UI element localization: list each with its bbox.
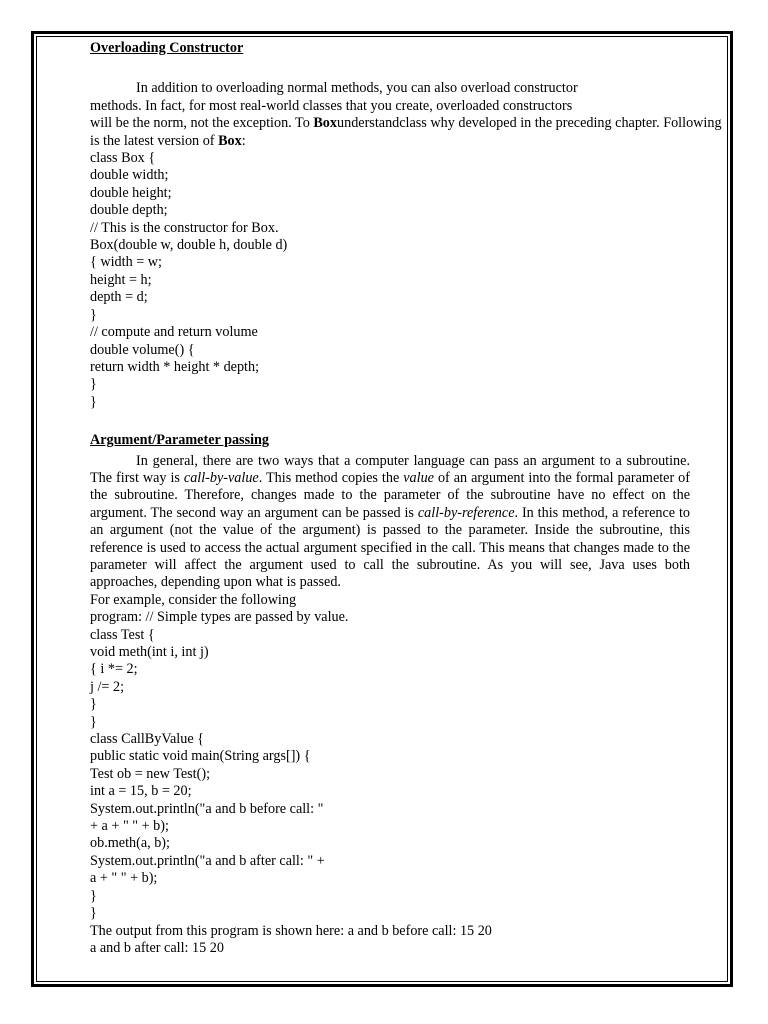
code-line: System.out.println("a and b before call: "	[90, 800, 324, 817]
code-line: void meth(int i, int j)	[90, 644, 209, 660]
code-line: For example, consider the following	[90, 591, 297, 608]
code-line: a + " " + b);	[90, 870, 158, 887]
code-line: class CallByValue {	[90, 731, 204, 748]
call-by-value-code	[90, 592, 690, 958]
section-heading-overloading-constructor: Overloading Constructor	[90, 40, 244, 56]
code-line: }	[90, 905, 97, 922]
code-line: Test ob = new Test();	[90, 765, 211, 782]
code-line: { i *= 2;	[90, 661, 138, 678]
document-page	[90, 40, 722, 957]
code-line: double width;	[90, 167, 169, 184]
code-line: { width = w;	[90, 254, 162, 271]
code-line: depth = d;	[90, 289, 148, 306]
code-line: System.out.println("a and b after call: " +	[90, 852, 325, 869]
code-line: public static void main(String args[]) {	[90, 748, 311, 765]
code-line: + a + " " + b);	[90, 818, 169, 835]
code-line: double volume() {	[90, 341, 195, 358]
code-line: }	[90, 887, 97, 904]
intro-line-1: In addition to overloading normal methods, you can also overload constructor	[136, 80, 578, 97]
code-line: // This is the constructor for Box.	[90, 219, 279, 236]
code-line: }	[90, 696, 97, 713]
code-line: height = h;	[90, 271, 152, 288]
code-line: // compute and return volume	[90, 324, 258, 341]
argument-passing-paragraph: In general, there are two ways that a computer language can pass an argument to a subroutine. The first way is call-by-value. This method copies the value of an argument into the formal parameter of the subroutine. Therefore, changes made to the parameter of the subroutine have no effect on the argument. The second way an argument can be passed is call-by-reference. In this method, a reference to an argument (not the value of the argument) is passed to the parameter. Inside the subroutine, this reference is used to access the actual argument specified in the call. This means that changes made to the parameter will affect the argument used to call the subroutine. As you will see, Java uses both approaches, depending upon what is passed.	[90, 452, 691, 591]
output-line: a and b after call: 15 20	[90, 939, 224, 956]
code-line: program: // Simple types are passed by value.	[90, 609, 349, 626]
section-heading-argument-passing: Argument/Parameter passing	[90, 432, 270, 449]
box-class-code	[90, 150, 690, 411]
code-line: return width * height * depth;	[90, 358, 260, 375]
code-line: int a = 15, b = 20;	[90, 783, 192, 800]
code-line: }	[90, 376, 97, 393]
intro-line-3: will be the norm, not the exception. To Boxunderstandclass why developed in the preceding chapter. Following	[90, 115, 722, 132]
code-line: j /= 2;	[90, 678, 125, 695]
intro-line-4: is the latest version of Box:	[90, 132, 246, 149]
code-line: double depth;	[90, 202, 168, 219]
code-line: Box(double w, double h, double d)	[90, 237, 288, 254]
code-line: double height;	[90, 184, 172, 201]
code-line: ob.meth(a, b);	[90, 835, 170, 852]
code-line: class Box {	[90, 150, 156, 167]
output-line: The output from this program is shown here: a and b before call: 15 20	[90, 922, 492, 939]
code-line: }	[90, 393, 97, 410]
code-line: }	[90, 306, 97, 323]
code-line: }	[90, 713, 97, 730]
code-line: class Test {	[90, 626, 155, 643]
intro-line-2: methods. In fact, for most real-world classes that you create, overloaded constructors	[90, 97, 573, 114]
